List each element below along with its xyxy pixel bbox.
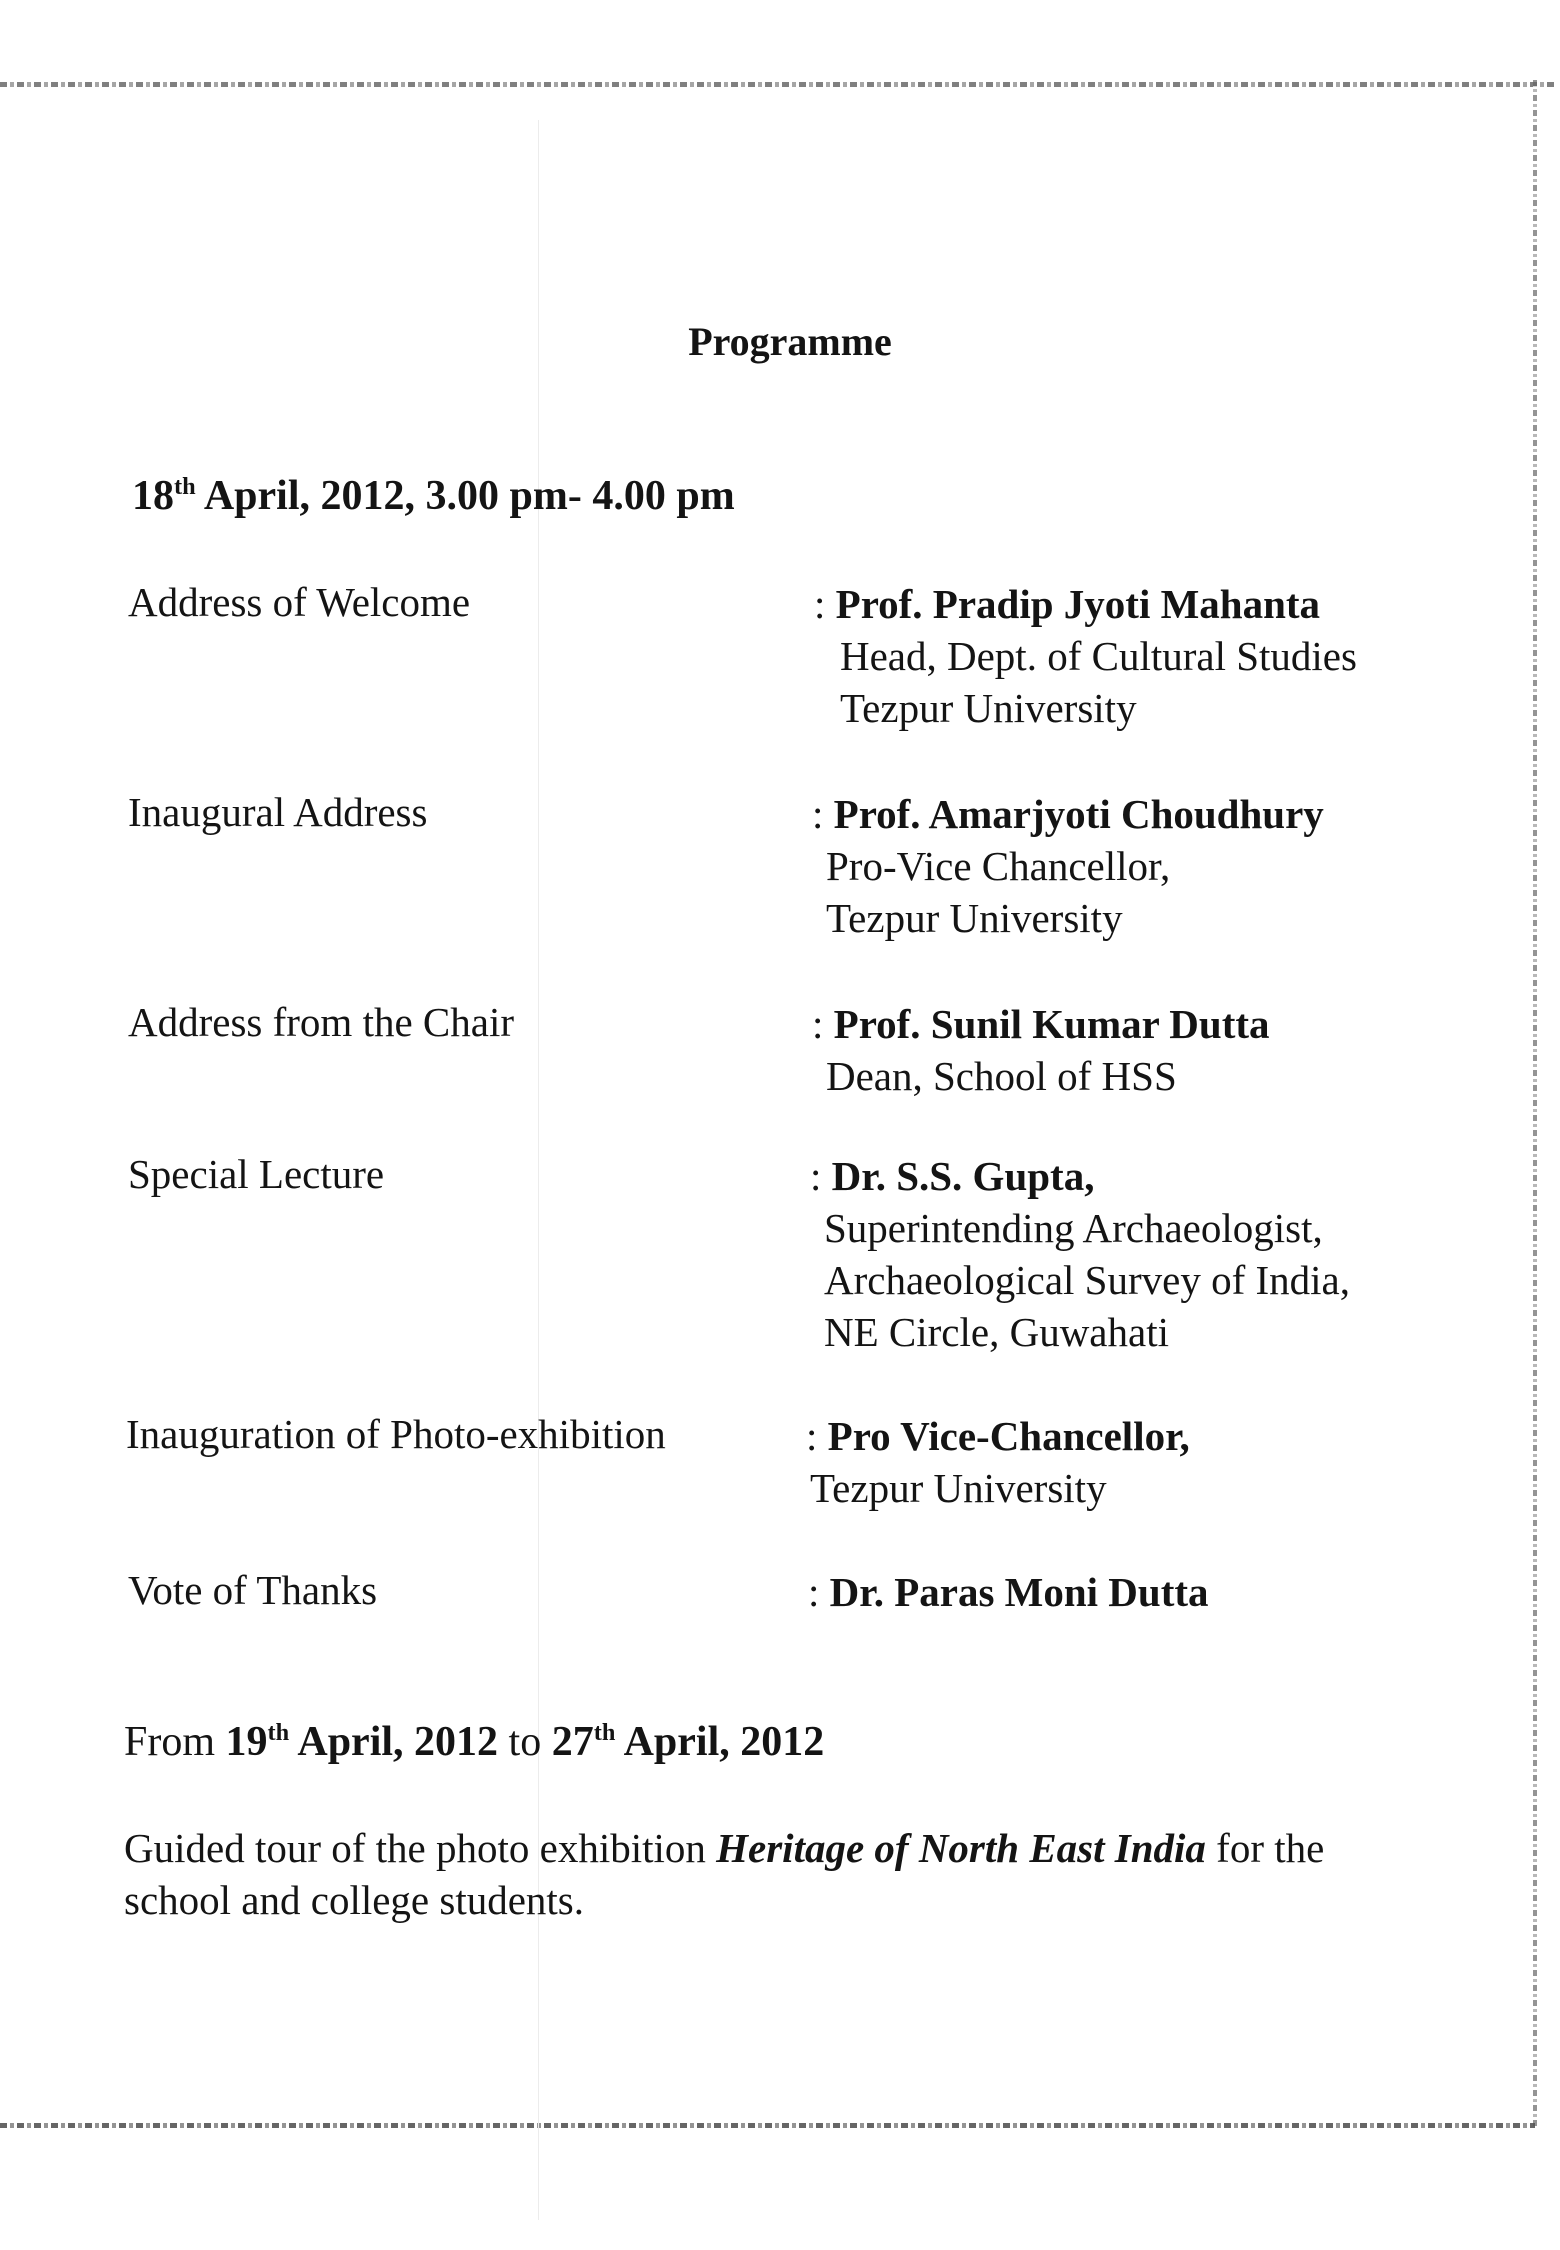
speaker-detail: Archaeological Survey of India, [824, 1257, 1350, 1303]
date-suffix: th [174, 472, 196, 500]
programme-item-speaker [812, 998, 1270, 1102]
to-word: to [498, 1719, 552, 1765]
speaker-name: Prof. Pradip Jyoti Mahanta [835, 581, 1321, 627]
page-title: Programme [688, 319, 892, 364]
start-day: 19 [225, 1719, 268, 1765]
colon: : [814, 581, 836, 627]
speaker-name: Prof. Sunil Kumar Dutta [833, 1001, 1270, 1047]
tour-text-before: Guided tour of the photo exhibition [124, 1825, 717, 1871]
tour-description [124, 1822, 1414, 1926]
colon: : [812, 791, 834, 837]
speaker-detail: Pro-Vice Chancellor, [826, 843, 1171, 889]
end-rest: April, 2012 [615, 1719, 825, 1765]
top-dashed-border [0, 82, 1555, 87]
programme-item-label: Inauguration of Photo-exhibition [126, 1411, 666, 1457]
bottom-dashed-border [0, 2123, 1535, 2128]
speaker-name: Prof. Amarjyoti Choudhury [833, 791, 1324, 837]
date-rest: April, 2012, 3.00 pm- 4.00 pm [195, 473, 735, 519]
event-date-time [132, 472, 735, 520]
programme-item-speaker [806, 1410, 1190, 1514]
colon: : [808, 1569, 830, 1615]
end-suffix: th [593, 1718, 616, 1746]
start-suffix: th [267, 1718, 290, 1746]
programme-item-label: Vote of Thanks [128, 1567, 378, 1613]
speaker-name: Dr. Paras Moni Dutta [829, 1569, 1209, 1615]
speaker-detail: Dean, School of HSS [826, 1053, 1177, 1099]
speaker-detail: Head, Dept. of Cultural Studies [840, 633, 1357, 679]
programme-item-speaker [812, 788, 1324, 944]
end-day: 27 [551, 1719, 594, 1765]
exhibition-dates [124, 1718, 824, 1766]
speaker-detail: Tezpur University [826, 895, 1123, 941]
colon: : [806, 1413, 828, 1459]
start-rest: April, 2012 [289, 1719, 499, 1765]
programme-item-speaker [808, 1566, 1209, 1618]
programme-item-speaker [814, 578, 1357, 734]
speaker-detail: NE Circle, Guwahati [824, 1309, 1169, 1355]
tour-text-after: for the school and college students. [124, 1825, 1325, 1923]
programme-item-label: Special Lecture [128, 1151, 385, 1197]
colon: : [810, 1153, 832, 1199]
speaker-name: Dr. S.S. Gupta, [831, 1153, 1095, 1199]
programme-item-label: Inaugural Address [128, 789, 428, 835]
programme-item-speaker [810, 1150, 1350, 1358]
speaker-detail: Superintending Archaeologist, [824, 1205, 1323, 1251]
programme-item-label: Address of Welcome [128, 579, 471, 625]
date-day: 18 [132, 473, 174, 519]
colon: : [812, 1001, 834, 1047]
exhibition-title: Heritage of North East India [716, 1825, 1206, 1871]
from-prefix: From [124, 1719, 226, 1765]
speaker-name: Pro Vice-Chancellor, [827, 1413, 1190, 1459]
speaker-detail: Tezpur University [810, 1465, 1107, 1511]
speaker-detail: Tezpur University [840, 685, 1137, 731]
right-dashed-border [1533, 80, 1537, 2128]
programme-item-label: Address from the Chair [128, 999, 514, 1045]
